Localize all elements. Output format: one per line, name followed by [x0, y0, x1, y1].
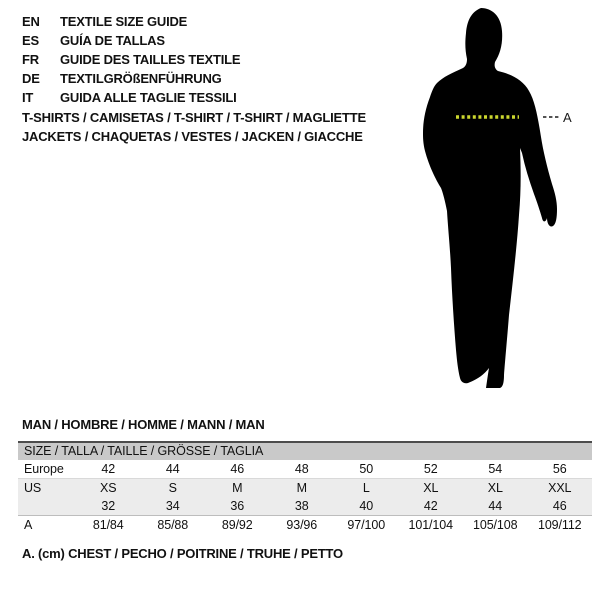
- size-cell: 81/84: [92, 518, 124, 532]
- size-cell: 52: [399, 460, 464, 479]
- size-cell: 46: [205, 460, 270, 479]
- row-label: US: [18, 479, 76, 498]
- size-cell: 32: [76, 497, 141, 516]
- table-row-europe: [18, 460, 592, 479]
- row-label: Europe: [18, 460, 76, 479]
- language-code: EN: [22, 14, 40, 29]
- size-cell: XS: [76, 479, 141, 498]
- language-code: FR: [22, 52, 39, 67]
- language-text: GUÍA DE TALLAS: [60, 33, 165, 48]
- language-text: GUIDE DES TAILLES TEXTILE: [60, 52, 241, 67]
- size-cell: 44: [463, 497, 528, 516]
- language-text: TEXTILE SIZE GUIDE: [60, 14, 188, 29]
- size-cell: 54: [463, 460, 528, 479]
- size-cell: 42: [76, 460, 141, 479]
- size-cell: 38: [270, 497, 335, 516]
- size-cell: XXL: [528, 479, 593, 498]
- language-list: [22, 12, 240, 107]
- language-code: DE: [22, 71, 40, 86]
- table-row-chest-cm: [18, 516, 592, 535]
- man-silhouette: [423, 8, 557, 388]
- man-figure: [410, 0, 600, 410]
- size-cell: 46: [528, 497, 593, 516]
- man-silhouette-svg: [410, 0, 600, 410]
- language-code: ES: [22, 33, 39, 48]
- size-cell: M: [270, 479, 335, 498]
- size-cell: 89/92: [221, 518, 253, 532]
- size-cell: XL: [399, 479, 464, 498]
- size-table-grid: [18, 460, 592, 534]
- category-line-tshirts: T-SHIRTS / CAMISETAS / T-SHIRT / T-SHIRT / MAGLIETTE: [22, 110, 366, 125]
- size-table: [18, 441, 592, 534]
- size-cell: 34: [141, 497, 206, 516]
- row-label: A: [24, 518, 33, 532]
- size-cell: XL: [463, 479, 528, 498]
- size-cell: 40: [334, 497, 399, 516]
- size-cell: 56: [528, 460, 593, 479]
- size-cell: 48: [270, 460, 335, 479]
- size-cell: M: [205, 479, 270, 498]
- size-cell: 109/112: [537, 518, 582, 532]
- table-row-us: [18, 479, 592, 498]
- language-item-es: [22, 31, 240, 50]
- measure-label-a: A: [563, 110, 572, 125]
- row-label: [18, 497, 76, 516]
- category-line-jackets: JACKETS / CHAQUETAS / VESTES / JACKEN / GIACCHE: [22, 129, 363, 144]
- table-row-numeric: [18, 497, 592, 516]
- size-cell: 101/104: [408, 518, 453, 532]
- size-cell: 93/96: [286, 518, 318, 532]
- language-item-de: [22, 69, 240, 88]
- size-cell: 36: [205, 497, 270, 516]
- language-item-fr: [22, 50, 240, 69]
- language-text: GUIDA ALLE TAGLIE TESSILI: [60, 90, 237, 105]
- language-code: IT: [22, 90, 34, 105]
- language-item-it: [22, 88, 240, 107]
- language-item-en: [22, 12, 240, 31]
- size-cell: 42: [399, 497, 464, 516]
- size-cell: 97/100: [347, 518, 386, 532]
- measurement-footnote: A. (cm) CHEST / PECHO / POITRINE / TRUHE / PETTO: [22, 546, 343, 561]
- section-title: MAN / HOMBRE / HOMME / MANN / MAN: [22, 417, 265, 432]
- category-lines: [22, 108, 366, 146]
- size-table-header: SIZE / TALLA / TAILLE / GRÖSSE / TAGLIA: [18, 443, 592, 460]
- size-cell: 85/88: [157, 518, 189, 532]
- size-cell: L: [334, 479, 399, 498]
- size-cell: 105/108: [473, 518, 518, 532]
- size-cell: S: [141, 479, 206, 498]
- size-cell: 44: [141, 460, 206, 479]
- size-cell: 50: [334, 460, 399, 479]
- language-text: TEXTILGRÖßENFÜHRUNG: [60, 71, 222, 86]
